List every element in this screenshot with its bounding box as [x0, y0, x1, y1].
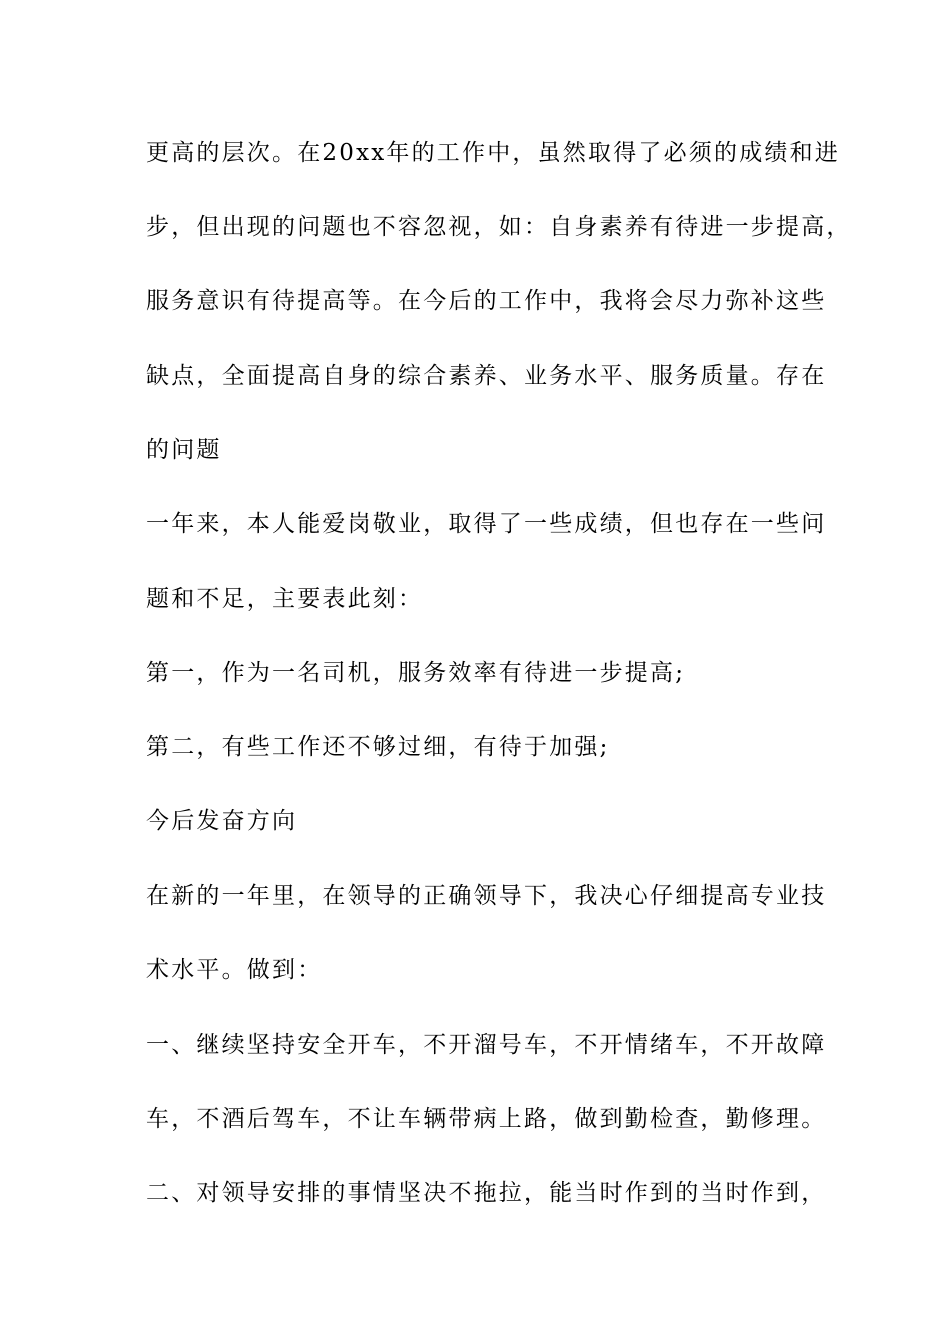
text-line-2: 步，但出现的问题也不容忽视，如：自身素养有待进一步提高， [146, 214, 852, 240]
text-line-6: 一年来，本人能爱岗敬业，取得了一些成绩，但也存在一些问 [146, 511, 827, 537]
text-line-1: 更高的层次。在20xx年的工作中，虽然取得了必须的成绩和进 [146, 140, 841, 166]
text-line-8: 第一，作为一名司机，服务效率有待进一步提高; [146, 660, 686, 686]
text-line-4: 缺点，全面提高自身的综合素养、业务水平、服务质量。存在 [146, 363, 827, 389]
section-heading-problems-tail: 的问题 [146, 437, 222, 463]
text-line-12: 术水平。做到： [146, 957, 323, 983]
section-heading-direction: 今后发奋方向 [146, 808, 298, 834]
text-line-15: 二、对领导安排的事情坚决不拖拉，能当时作到的当时作到， [146, 1180, 827, 1206]
text-line-14: 车，不酒后驾车，不让车辆带病上路，做到勤检查，勤修理。 [146, 1106, 827, 1132]
text-line-3: 服务意识有待提高等。在今后的工作中，我将会尽力弥补这些 [146, 288, 827, 314]
text-line-11: 在新的一年里，在领导的正确领导下，我决心仔细提高专业技 [146, 883, 827, 909]
text-line-13: 一、继续坚持安全开车，不开溜号车，不开情绪车，不开故障 [146, 1032, 827, 1058]
text-line-7: 题和不足，主要表此刻： [146, 586, 424, 612]
text-line-9: 第二，有些工作还不够过细，有待于加强; [146, 734, 610, 760]
